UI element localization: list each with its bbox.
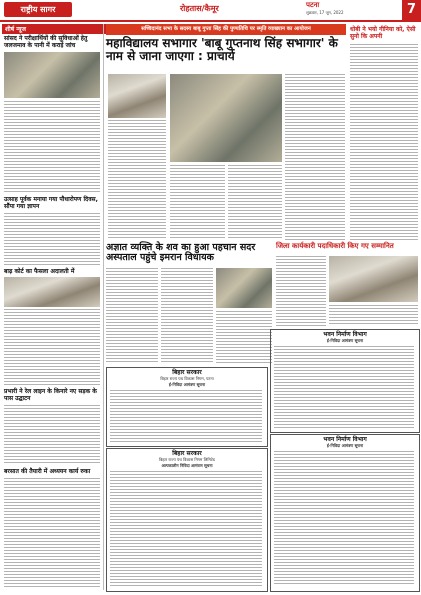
left-story1-title: सांसद ने परीक्षार्थियों की सुविधाओं हेतु जलजमाव के पानी में कराई जांच [4, 35, 88, 50]
notice4-title: भवन निर्माण विभाग [323, 436, 367, 443]
right-column-body [350, 44, 418, 240]
left-story5-body [4, 478, 100, 588]
notice1-dept: बिहार राज्य पथ विकास निगम, पटना [160, 376, 214, 381]
notice3-title: भवन निर्माण विभाग [323, 331, 367, 338]
notice1-subtitle: ई-निविदा आमंत्रण सूचना [168, 382, 206, 387]
notice3-subtitle: ई-निविदा आमंत्रण सूचना [326, 338, 364, 343]
notice3-body [274, 346, 414, 428]
city-name: पटना [306, 1, 320, 9]
edition-name: रोहतास/कैमूर [180, 4, 219, 13]
left-story5-title: बरसात की तैयारी में अध्ययन कार्य रुका [4, 468, 91, 475]
district-body [276, 256, 326, 326]
lead-kicker: सच्चिदानंद सभा के सदस्य बाबू गुप्ता सिंह की पुण्यतिथि पर स्मृति व्याख्यान का आयोजन [106, 24, 346, 35]
newspaper-logo: राष्ट्रीय सागर [4, 2, 72, 17]
left-story3-photo [4, 277, 100, 307]
second-photo [216, 268, 272, 308]
lead-body-col2 [170, 165, 225, 240]
page-number: 7 [402, 0, 421, 20]
left-story1-photo [4, 52, 100, 98]
left-story2-body [4, 213, 100, 265]
lead-body-col4 [285, 74, 345, 240]
lead-headline: महाविद्यालय सभागार 'बाबू गुप्तनाथ सिंह सभागार' के नाम से जाना जाएगा : प्राचार्य [106, 36, 338, 64]
second-body-col1 [106, 268, 158, 364]
notice4-subtitle: ई-निविदा आमंत्रण सूचना [326, 443, 364, 448]
left-story1-body [4, 101, 100, 193]
left-story3-body [4, 309, 100, 385]
left-story4-title: प्रभारी ने रेल लाइन के किनारे नए सड़क के पास उद्घाटन [4, 388, 97, 403]
notice2-body [110, 471, 262, 586]
lead-body-col3 [228, 165, 282, 240]
left-story4-body [4, 405, 100, 465]
district-headline: जिला कार्यकारी पदाधिकारी किए गए सम्मानित [276, 242, 394, 250]
district-body-2 [329, 305, 418, 326]
lead-portrait-photo [108, 74, 166, 118]
notice4-body [274, 451, 414, 586]
right-column-title: धोबी ने भयो गीनिया को, ऐसी सुनो कि अपनी [350, 26, 416, 41]
notice2-dept: बिहार राज्य पथ विकास निगम लिमिटेड [159, 457, 215, 462]
notice2-subtitle: अल्पकालीन निविदा आमंत्रण सूचना [161, 463, 213, 468]
notice1-title: बिहार सरकार [172, 369, 202, 376]
lead-event-photo [170, 74, 282, 162]
notice2-title: बिहार सरकार [172, 450, 202, 457]
left-story2-title: उत्साह पूर्वक मनाया गया पौधारोपण दिवस, सौंपा गया ज्ञापन [4, 196, 98, 211]
left-story3-title: बाढ़ कोर्ट का फैसला अदालती में [4, 268, 75, 275]
district-photo [329, 256, 418, 302]
dateline: शुक्रवार, 17 जून, 2022 [306, 10, 344, 15]
lead-body-col1 [108, 120, 166, 240]
second-body-col3 [216, 311, 272, 364]
second-body-col2 [161, 268, 213, 364]
left-column-header: शीर्ष न्यूज [2, 24, 106, 34]
second-headline: अज्ञात व्यक्ति के शव का हुआ पहचान सदर अस्पताल पहुंचे इमरान विधायक [106, 242, 256, 264]
notice1-body [110, 390, 262, 442]
column-divider [103, 24, 104, 590]
